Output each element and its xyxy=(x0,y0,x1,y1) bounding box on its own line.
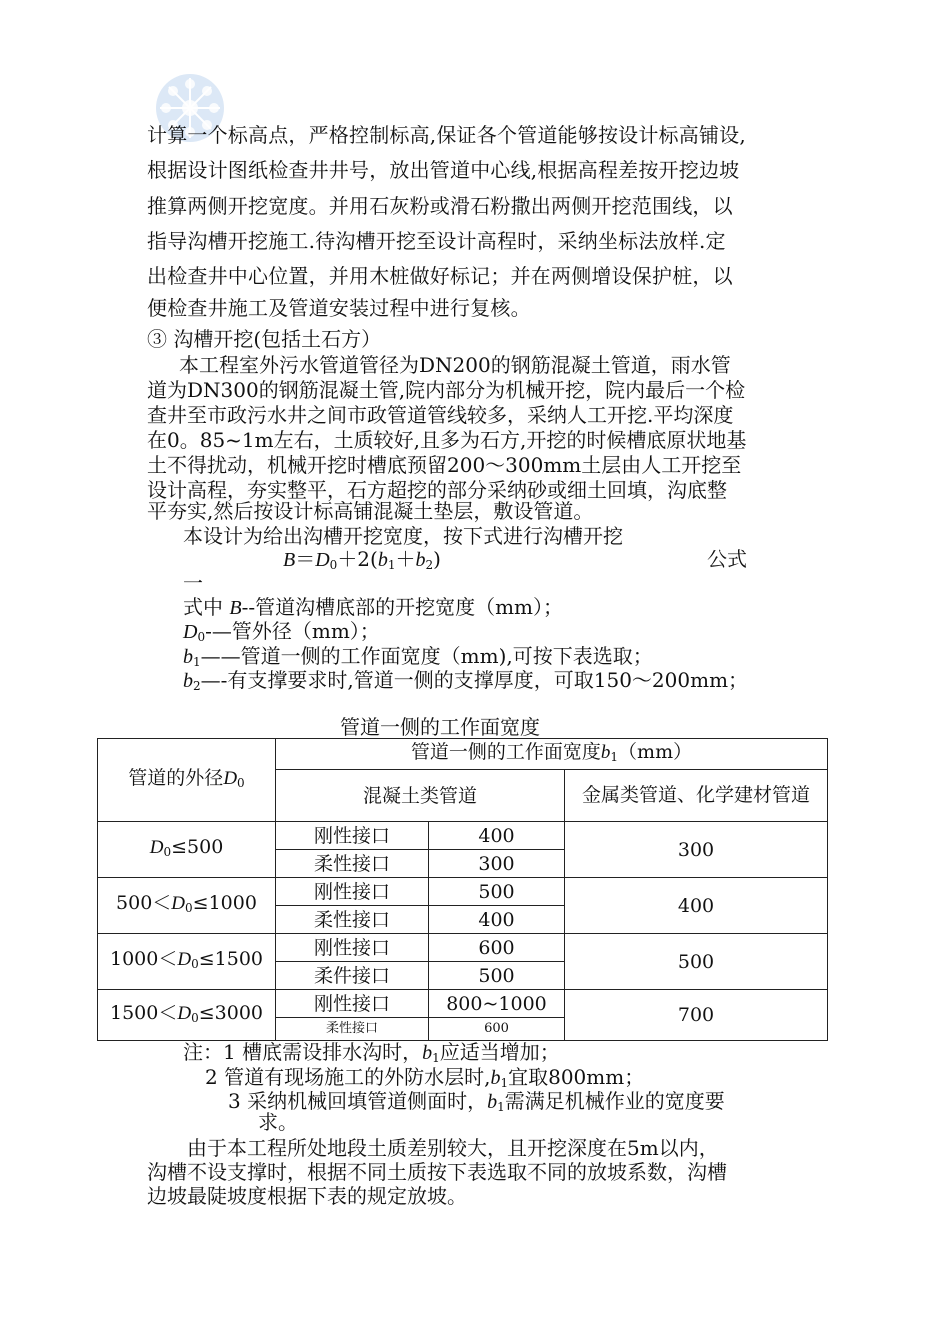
note-2: 2 管道有现场施工的外防水层时$,b_1$宜取800mm； xyxy=(205,1065,645,1090)
para3-line: 边坡最陡坡度根据下表的规定放坡。 xyxy=(147,1184,467,1208)
workface-width-table xyxy=(97,738,828,1041)
joint-cell: 柔性接口 xyxy=(276,850,429,878)
para2-line: 土不得扰动，机械开挖时槽底预留200～300mm土层由人工开挖至 xyxy=(147,453,742,477)
metal-value-cell: 700 xyxy=(565,990,828,1041)
note-3-cont: 求。 xyxy=(258,1110,298,1134)
joint-cell: 柔性接口 xyxy=(276,1018,429,1041)
formula-label: 公式 xyxy=(707,547,747,571)
metal-value-cell: 500 xyxy=(565,934,828,990)
para3-line: 沟槽不设支撑时，根据不同土质按下表选取不同的放坡系数，沟槽 xyxy=(147,1160,727,1184)
para2-line: 查井至市政污水井之间市政管道管线较多，采纳人工开挖.平均深度 xyxy=(147,403,734,427)
joint-cell: 柔性接口 xyxy=(276,906,429,934)
metal-value-cell: 300 xyxy=(565,822,828,878)
para1-line: 根据设计图纸检查井井号，放出管道中心线,根据高程差按开挖边坡 xyxy=(147,158,740,182)
para2-line: 本设计为给出沟槽开挖宽度，按下式进行沟槽开挖 xyxy=(183,524,623,548)
range-cell: $D_0\le 500$ xyxy=(98,822,276,878)
para2-line: 本工程室外污水管道管径为DN200的钢筋混凝土管道，雨水管 xyxy=(179,353,731,377)
metal-value-cell: 400 xyxy=(565,878,828,934)
joint-cell: 刚性接口 xyxy=(276,822,429,850)
para2-line: 在0。85~1m左右，土质较好,且多为石方,开挖的时候槽底原状地基 xyxy=(147,428,747,452)
value-cell: 600 xyxy=(429,934,565,962)
range-cell: $1500<D_0\le 3000$ xyxy=(98,990,276,1041)
para1-line: 便检查井施工及管道安装过程中进行复核。 xyxy=(147,296,531,320)
def-D0: $D_0-—$管外径（mm）； xyxy=(183,619,380,644)
value-cell: 500 xyxy=(429,878,565,906)
joint-cell: 柔件接口 xyxy=(276,962,429,990)
header-metal: 金属类管道、化学建材管道 xyxy=(565,770,828,822)
para1-line: 推算两侧开挖宽度。并用石灰粉或滑石粉撒出两侧开挖范围线，以 xyxy=(147,194,733,218)
para1-line: 计算一个标高点，严格控制标高,保证各个管道能够按设计标高铺设, xyxy=(147,123,746,147)
header-workface-width: 管道一侧的工作面宽度$b_1(mm)$ xyxy=(276,739,828,770)
para2-line: 平夯实,然后按设计标高铺混凝土垫层，敷设管道。 xyxy=(147,499,594,523)
def-b1: $b_1——$管道一侧的工作面宽度（mm),可按下表选取； xyxy=(183,644,653,669)
section-heading: ③ 沟槽开挖(包括土石方） xyxy=(147,327,382,351)
value-cell: 400 xyxy=(429,906,565,934)
def-b2: $b_2—-$有支撑要求时,管道一侧的支撑厚度，可取150～200mm； xyxy=(183,668,749,693)
value-cell: 500 xyxy=(429,962,565,990)
note-1: 注：1 槽底需设排水沟时，$b_1$应适当增加； xyxy=(183,1040,560,1065)
value-cell: 300 xyxy=(429,850,565,878)
value-cell: 800~1000 xyxy=(429,990,565,1018)
para2-line: 设计高程，夯实整平，石方超挖的部分采纳砂或细土回填，沟底整 xyxy=(147,478,727,502)
value-cell: 400 xyxy=(429,822,565,850)
def-B: 式中 B--管道沟槽底部的开挖宽度（mm）； xyxy=(183,595,564,619)
formula: $B=D_0+2(b_1+b_2)$ xyxy=(283,547,441,572)
range-cell: $500<D_0\le 1000$ xyxy=(98,878,276,934)
value-cell: 600 xyxy=(429,1018,565,1041)
para1-line: 指导沟槽开挖施工.待沟槽开挖至设计高程时，采纳坐标法放样.定 xyxy=(147,229,726,253)
para3-line: 由于本工程所处地段土质差别较大，且开挖深度在5m以内， xyxy=(187,1136,719,1160)
note-3: 3 采纳机械回填管道侧面时，$b_1$需满足机械作业的宽度要 xyxy=(228,1089,725,1114)
para1-line: 出检查井中心位置，并用木桩做好标记；并在两侧增设保护桩，以 xyxy=(147,264,733,288)
formula-label-cont: 一 xyxy=(183,571,203,595)
table-caption: 管道一侧的工作面宽度 xyxy=(340,715,540,739)
para2-line: 道为DN300的钢筋混凝土管,院内部分为机械开挖，院内最后一个检 xyxy=(147,378,746,402)
joint-cell: 刚性接口 xyxy=(276,878,429,906)
header-concrete: 混凝土类管道 xyxy=(276,770,565,822)
joint-cell: 刚性接口 xyxy=(276,934,429,962)
range-cell: $1000<D_0\le 1500$ xyxy=(98,934,276,990)
header-outer-diameter: 管道的外径$D_0$ xyxy=(98,739,276,822)
joint-cell: 刚性接口 xyxy=(276,990,429,1018)
